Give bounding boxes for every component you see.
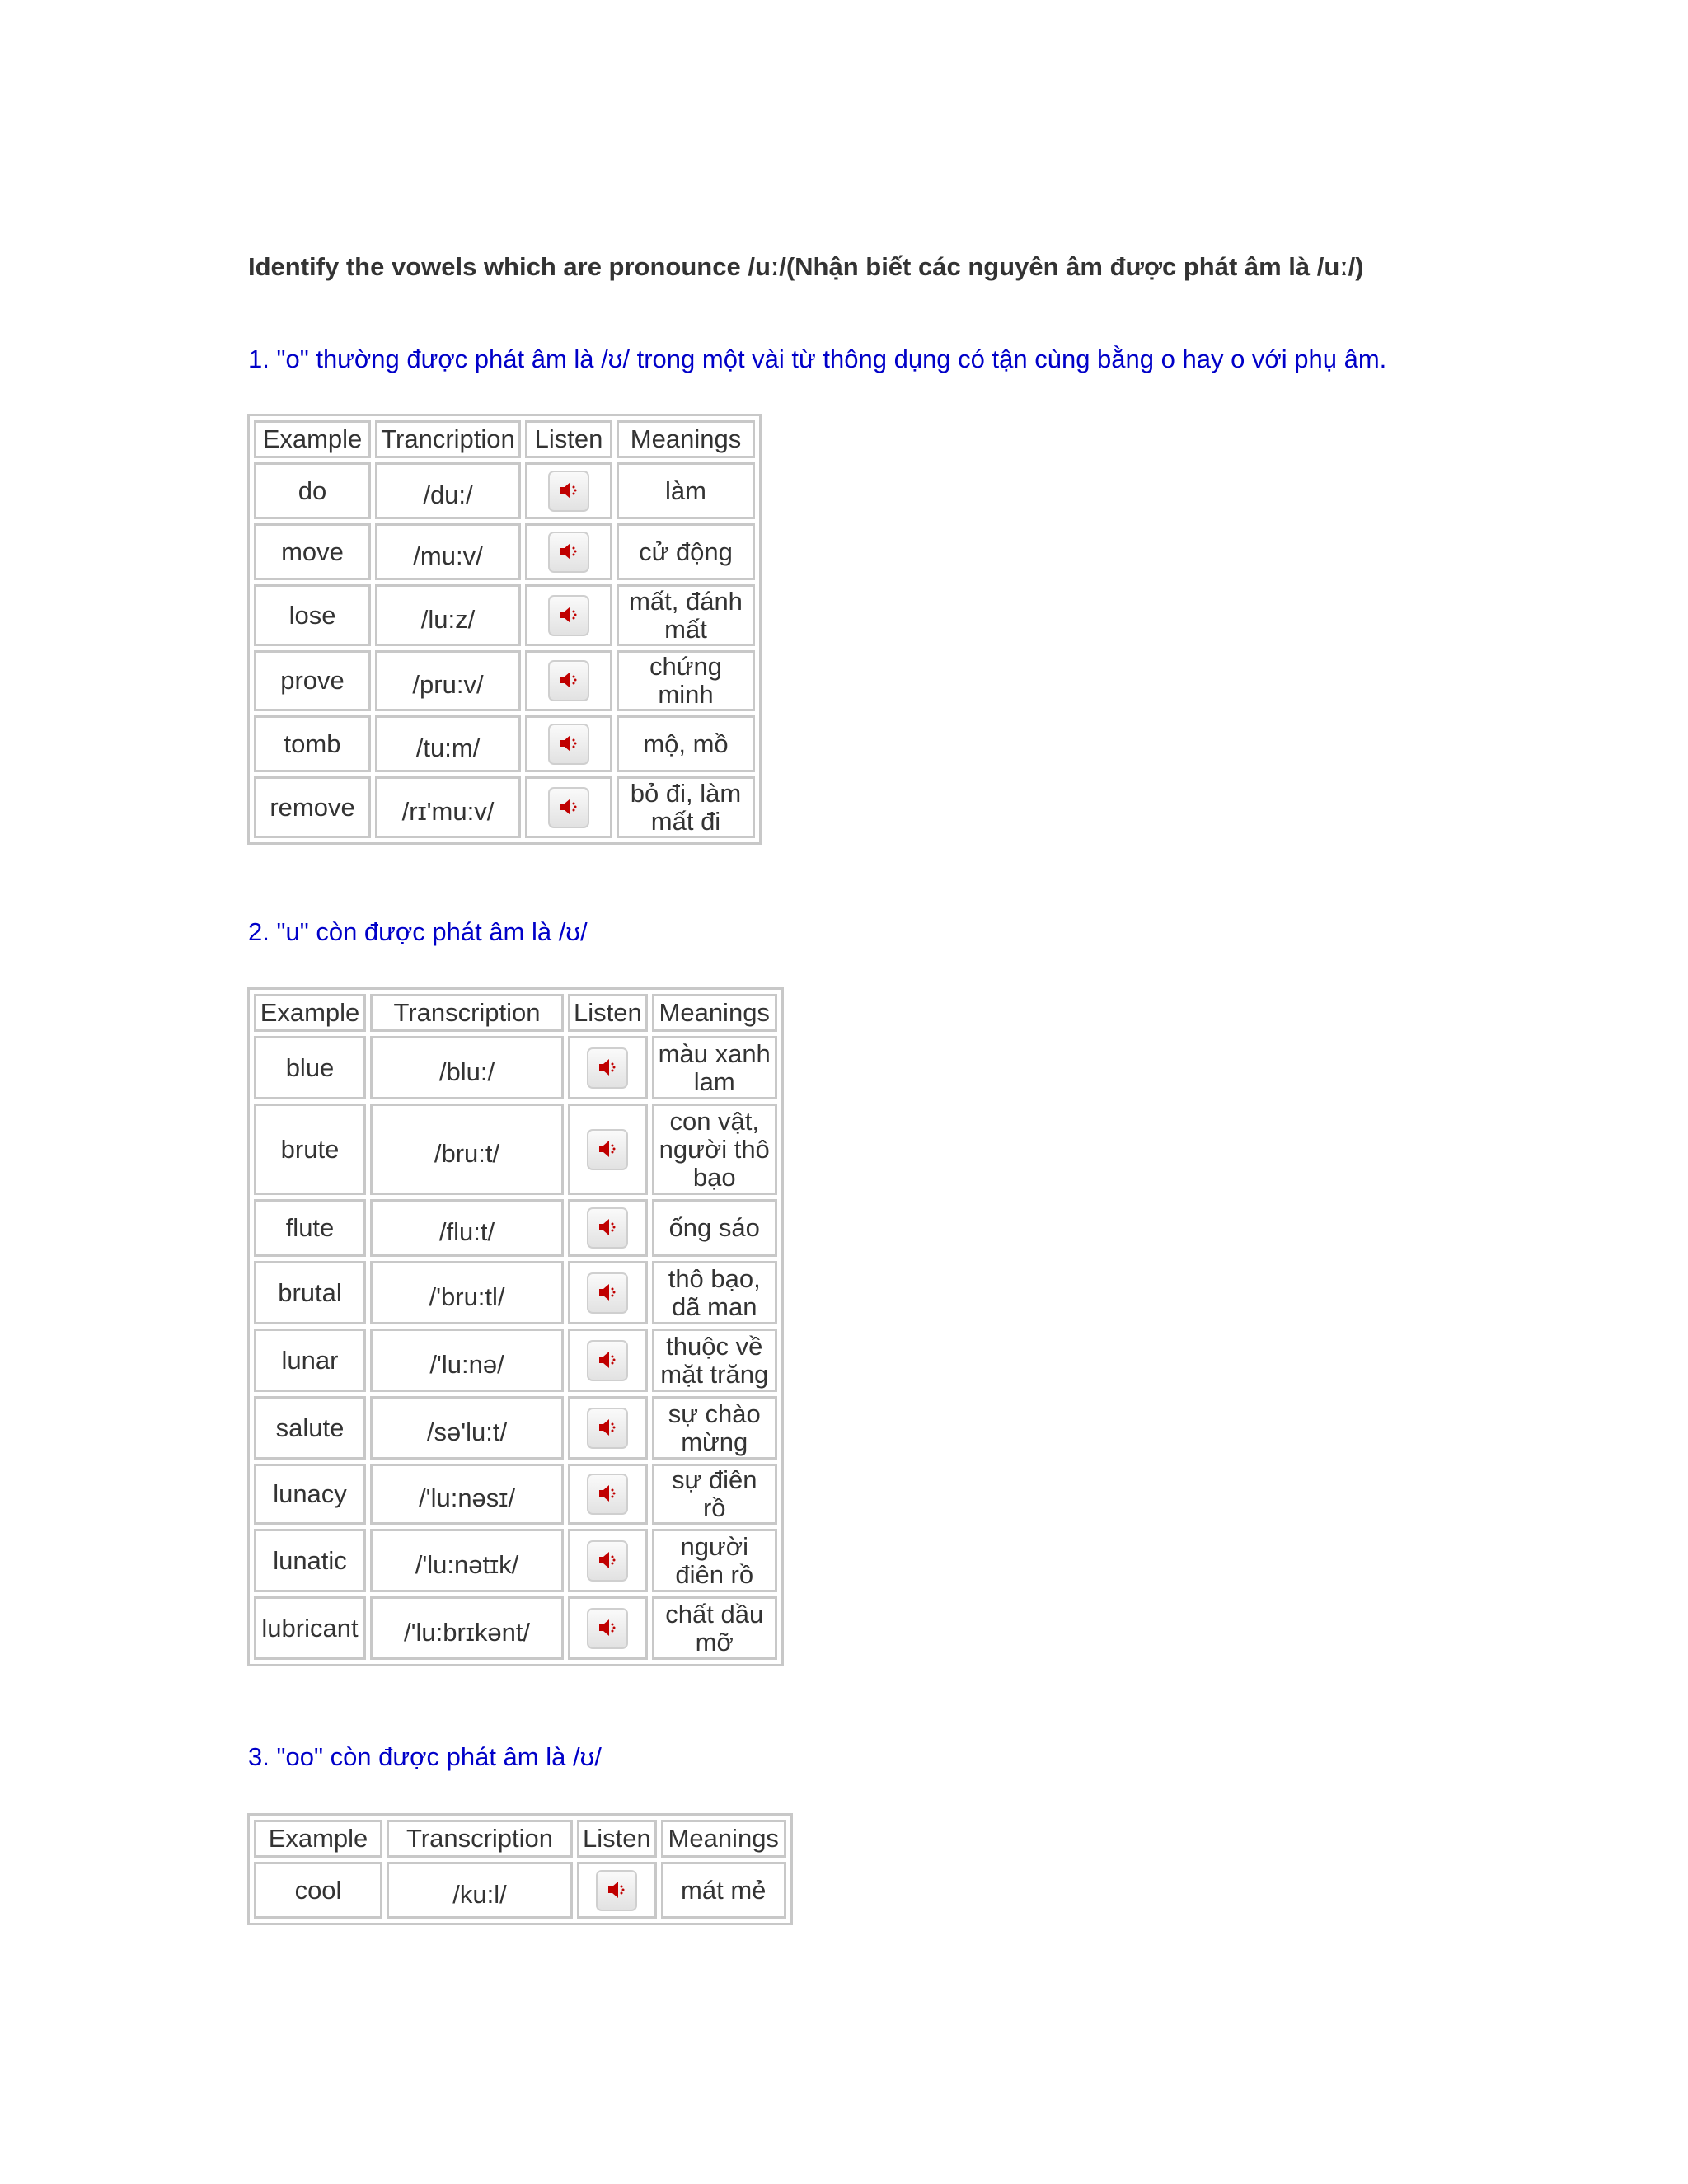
example-word: prove (254, 650, 371, 711)
transcription: /'bru:tl/ (370, 1261, 564, 1324)
listen-cell (568, 1199, 648, 1257)
transcription: /blu:/ (370, 1036, 564, 1099)
table-row (254, 1036, 777, 1099)
listen-button[interactable] (587, 1129, 628, 1170)
listen-cell (568, 1261, 648, 1324)
transcription: /'lu:nətɪk/ (370, 1529, 564, 1592)
example-word: do (254, 462, 371, 519)
listen-button[interactable] (587, 1540, 628, 1582)
speaker-icon (595, 1216, 618, 1239)
listen-button[interactable] (548, 471, 589, 512)
column-header: Example (254, 1820, 382, 1858)
example-word: lunar (254, 1329, 366, 1392)
transcription: /'lu:nəsɪ/ (370, 1464, 564, 1525)
meaning: con vật, người thô bạo (652, 1104, 777, 1195)
table-row (254, 1396, 777, 1460)
speaker-icon (595, 1056, 618, 1079)
listen-button[interactable] (587, 1408, 628, 1449)
listen-button[interactable] (596, 1870, 637, 1911)
transcription: /'lu:brɪkənt/ (370, 1596, 564, 1660)
meaning: màu xanh lam (652, 1036, 777, 1099)
listen-cell (525, 523, 612, 580)
listen-button[interactable] (548, 724, 589, 765)
listen-button[interactable] (587, 1207, 628, 1249)
transcription: /bru:t/ (370, 1104, 564, 1195)
section-2-heading: 2. "u" còn được phát âm là /ʊ/ (248, 917, 588, 946)
section-1-heading: 1. "o" thường được phát âm là /ʊ/ trong một vài từ thông dụng có tận cùng bằng o hay o với phụ âm. (248, 344, 1387, 373)
table-row (254, 1464, 777, 1525)
transcription: /rɪ'mu:v/ (375, 776, 521, 838)
transcription: /tu:m/ (375, 715, 521, 772)
meaning: chứng minh (617, 650, 755, 711)
column-header: Example (254, 420, 371, 458)
example-word: lunatic (254, 1529, 366, 1592)
table-row (254, 1261, 777, 1324)
example-word: brute (254, 1104, 366, 1195)
column-header: Trancription (375, 420, 521, 458)
listen-button[interactable] (587, 1272, 628, 1314)
table-row (254, 715, 755, 772)
speaker-icon (595, 1616, 618, 1639)
speaker-icon (595, 1281, 618, 1304)
listen-cell (525, 584, 612, 646)
meaning: sự chào mừng (652, 1396, 777, 1460)
speaker-icon (556, 603, 579, 626)
meaning: cử động (617, 523, 755, 580)
table-row (254, 462, 755, 519)
table-row (254, 1329, 777, 1392)
example-word: flute (254, 1199, 366, 1257)
transcription: /mu:v/ (375, 523, 521, 580)
speaker-icon (556, 668, 579, 691)
table-row (254, 1862, 786, 1919)
speaker-icon (595, 1416, 618, 1439)
transcription: /pru:v/ (375, 650, 521, 711)
speaker-icon (556, 732, 579, 755)
example-word: lose (254, 584, 371, 646)
meaning: mát mẻ (661, 1862, 786, 1919)
speaker-icon (604, 1878, 627, 1901)
example-word: lubricant (254, 1596, 366, 1660)
table-row (254, 584, 755, 646)
section-3-table (247, 1813, 793, 1925)
listen-cell (568, 1036, 648, 1099)
listen-cell (568, 1596, 648, 1660)
table-row (254, 1104, 777, 1195)
listen-button[interactable] (587, 1047, 628, 1089)
meaning: mất, đánh mất (617, 584, 755, 646)
listen-button[interactable] (548, 595, 589, 636)
example-word: remove (254, 776, 371, 838)
speaker-icon (595, 1482, 618, 1505)
transcription: /'lu:nə/ (370, 1329, 564, 1392)
column-header: Transcription (370, 994, 564, 1032)
meaning: thô bạo, dã man (652, 1261, 777, 1324)
meaning: ống sáo (652, 1199, 777, 1257)
column-header: Meanings (661, 1820, 786, 1858)
listen-button[interactable] (587, 1608, 628, 1649)
listen-cell (525, 776, 612, 838)
speaker-icon (556, 795, 579, 818)
section-2-table (247, 987, 784, 1666)
listen-cell (525, 650, 612, 711)
listen-cell (568, 1464, 648, 1525)
meaning: sự điên rồ (652, 1464, 777, 1525)
example-word: cool (254, 1862, 382, 1919)
section-1-table (247, 414, 762, 845)
speaker-icon (595, 1348, 618, 1371)
table-row (254, 1199, 777, 1257)
table-row (254, 650, 755, 711)
listen-cell (577, 1862, 657, 1919)
listen-cell (568, 1104, 648, 1195)
meaning: bỏ đi, làm mất đi (617, 776, 755, 838)
column-header: Example (254, 994, 366, 1032)
column-header: Listen (568, 994, 648, 1032)
table-row (254, 776, 755, 838)
meaning: người điên rồ (652, 1529, 777, 1592)
transcription: /lu:z/ (375, 584, 521, 646)
listen-cell (525, 462, 612, 519)
listen-cell (525, 715, 612, 772)
speaker-icon (556, 540, 579, 563)
listen-button[interactable] (587, 1474, 628, 1515)
listen-button[interactable] (548, 532, 589, 573)
listen-button[interactable] (587, 1340, 628, 1381)
column-header: Meanings (652, 994, 777, 1032)
column-header: Meanings (617, 420, 755, 458)
example-word: salute (254, 1396, 366, 1460)
page-title: Identify the vowels which are pronounce /uː/(Nhận biết các nguyên âm được phát âm là /uː/) (248, 252, 1364, 281)
example-word: brutal (254, 1261, 366, 1324)
transcription: /flu:t/ (370, 1199, 564, 1257)
transcription: /sə'lu:t/ (370, 1396, 564, 1460)
column-header: Transcription (387, 1820, 573, 1858)
column-header: Listen (525, 420, 612, 458)
column-header: Listen (577, 1820, 657, 1858)
example-word: lunacy (254, 1464, 366, 1525)
meaning: làm (617, 462, 755, 519)
table-row (254, 523, 755, 580)
example-word: tomb (254, 715, 371, 772)
speaker-icon (556, 479, 579, 502)
speaker-icon (595, 1137, 618, 1160)
listen-cell (568, 1329, 648, 1392)
listen-cell (568, 1396, 648, 1460)
listen-button[interactable] (548, 660, 589, 701)
example-word: move (254, 523, 371, 580)
listen-cell (568, 1529, 648, 1592)
speaker-icon (595, 1549, 618, 1572)
meaning: thuộc về mặt trăng (652, 1329, 777, 1392)
transcription: /du:/ (375, 462, 521, 519)
section-3-heading: 3. "oo" còn được phát âm là /ʊ/ (248, 1742, 602, 1771)
meaning: chất dầu mỡ (652, 1596, 777, 1660)
meaning: mộ, mồ (617, 715, 755, 772)
listen-button[interactable] (548, 787, 589, 828)
table-row (254, 1529, 777, 1592)
table-row (254, 1596, 777, 1660)
transcription: /ku:l/ (387, 1862, 573, 1919)
example-word: blue (254, 1036, 366, 1099)
